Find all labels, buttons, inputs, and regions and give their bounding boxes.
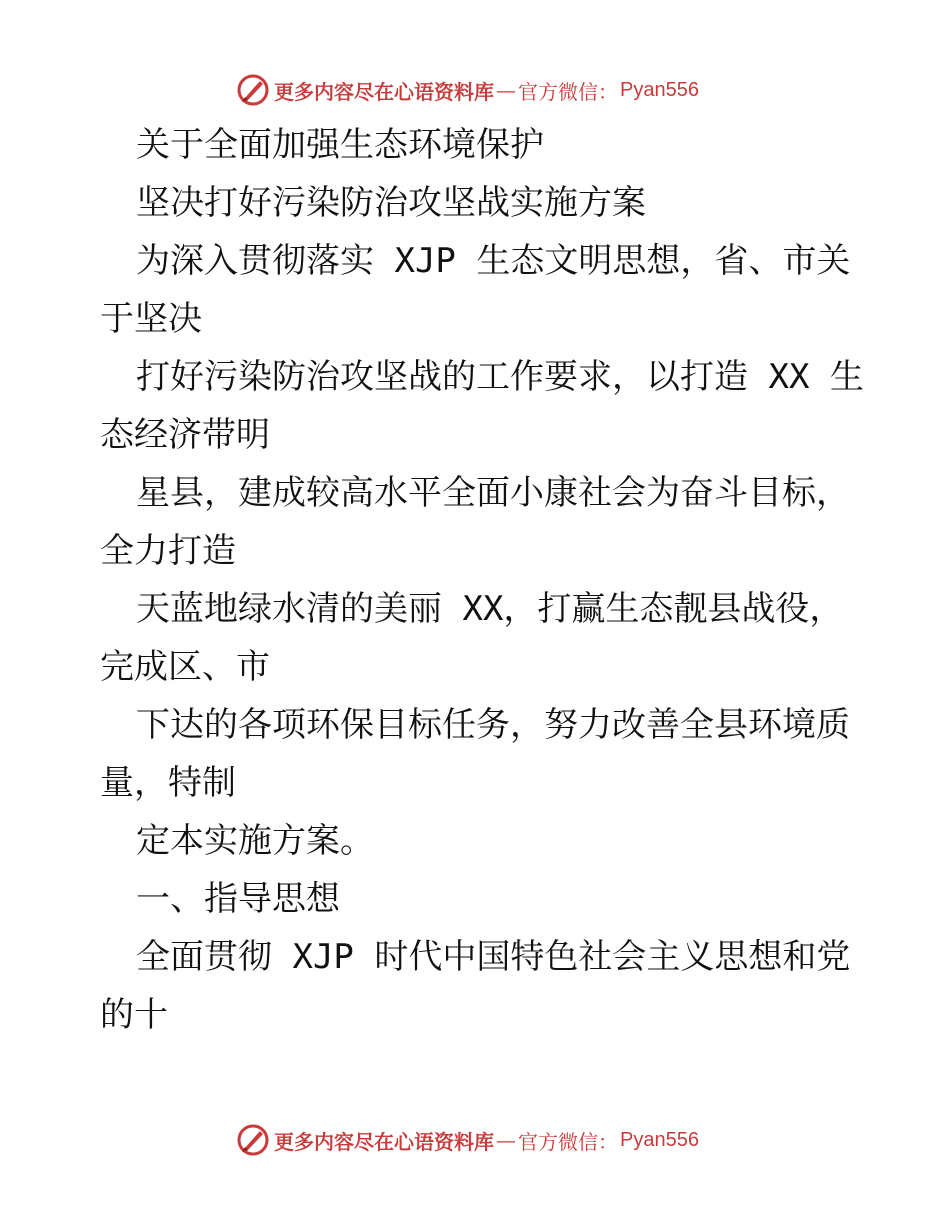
paragraph-line: 全力打造 (100, 531, 236, 571)
paragraph-line: 为深入贯彻落实 XJP 生态文明思想，省、市关 (136, 241, 851, 281)
document-body (100, 116, 864, 1044)
banner-brand-text: 更多内容尽在心语资料库 (274, 1129, 494, 1154)
paragraph-line: 完成区、市 (100, 647, 270, 687)
doc-title-line-2: 坚决打好污染防治攻坚战实施方案 (136, 183, 646, 223)
section-heading: 一、指导思想 (136, 879, 340, 919)
banner-wechat-label: 官方微信： (518, 79, 618, 104)
paragraph-line: 定本实施方案。 (136, 821, 374, 861)
doc-title-line-1: 关于全面加强生态环境保护 (136, 125, 544, 165)
paragraph-line: 天蓝地绿水清的美丽 XX，打赢生态靓县战役， (136, 589, 844, 629)
paragraph-line: 打好污染防治攻坚战的工作要求，以打造 XX 生 (136, 357, 864, 397)
banner-brand-text: 更多内容尽在心语资料库 (274, 79, 494, 104)
header-watermark-banner (236, 72, 699, 108)
banner-wechat-id: Pyan556 (620, 1128, 699, 1151)
paragraph-line: 全面贯彻 XJP 时代中国特色社会主义思想和党 (136, 937, 851, 977)
banner-dash: — (496, 1128, 516, 1152)
paragraph-line: 星县，建成较高水平全面小康社会为奋斗目标， (136, 473, 850, 513)
paragraph-line: 下达的各项环保目标任务，努力改善全县环境质 (136, 705, 850, 745)
paragraph-line: 量，特制 (100, 763, 236, 803)
banner-dash: — (496, 78, 516, 102)
footer-watermark-banner (236, 1122, 699, 1158)
quill-logo-icon (236, 73, 270, 107)
paragraph-line: 的十 (100, 995, 168, 1035)
banner-wechat-label: 官方微信： (518, 1129, 618, 1154)
paragraph-line: 态经济带明 (100, 415, 270, 455)
paragraph-line: 于坚决 (100, 299, 202, 339)
banner-wechat-id: Pyan556 (620, 78, 699, 101)
quill-logo-icon (236, 1123, 270, 1157)
